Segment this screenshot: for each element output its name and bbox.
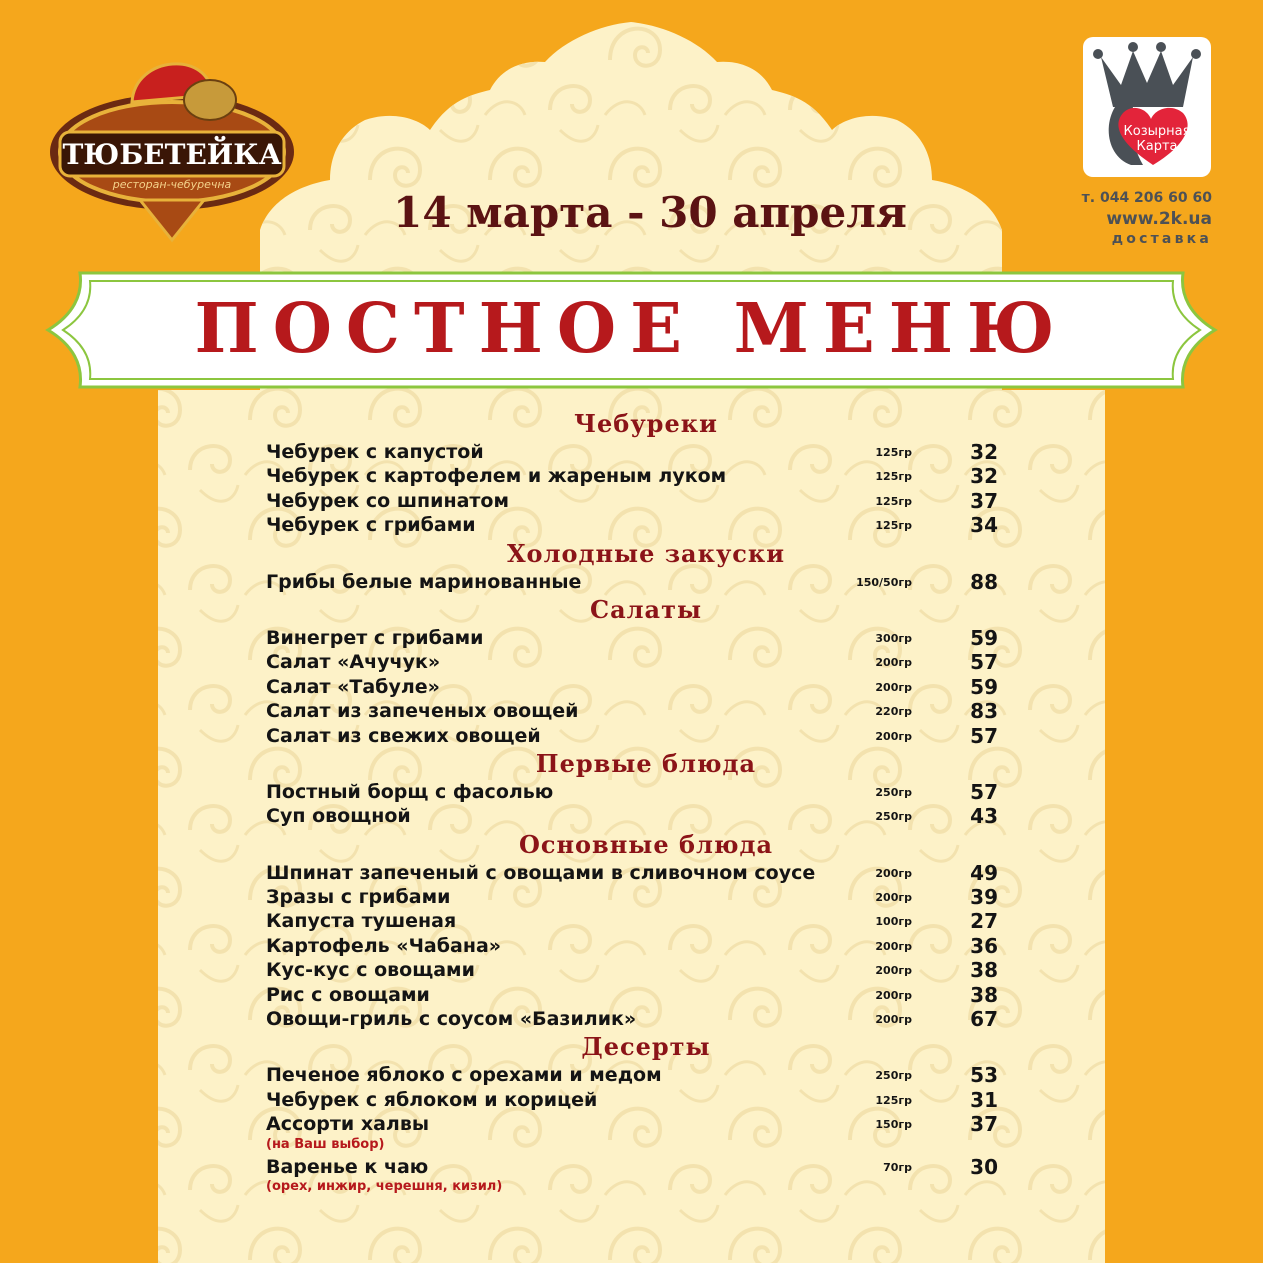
menu-item-weight: 250гр — [875, 785, 912, 799]
menu-item-price: 49 — [970, 860, 998, 885]
menu-item-price: 27 — [970, 909, 998, 934]
menu-item-weight: 250гр — [875, 1069, 912, 1083]
menu-item-price: 43 — [970, 804, 998, 829]
menu-item[interactable] — [266, 1155, 1002, 1179]
menu-item-weight: 150/50гр — [856, 575, 912, 589]
menu-item-weight: 200гр — [875, 729, 912, 743]
menu-item[interactable] — [266, 861, 1002, 885]
promo-dates: 14 марта - 30 апреля — [393, 188, 907, 237]
delivery-phone[interactable]: т. 044 206 60 60 — [1081, 190, 1212, 206]
menu-item-name: Овощи-гриль с соусом «Базилик» — [266, 1008, 637, 1031]
menu-item-price: 32 — [970, 464, 998, 489]
menu-item-name: Кус-кус с овощами — [266, 959, 475, 982]
menu-item-name: Варенье к чаю — [266, 1155, 429, 1178]
menu-item-price: 38 — [970, 982, 998, 1007]
menu-item-name: Чебурек с капустой — [266, 441, 484, 463]
menu-item[interactable] — [266, 699, 1002, 723]
menu-item[interactable] — [266, 513, 1002, 537]
menu-item-weight: 125гр — [875, 519, 912, 533]
restaurant-logo[interactable] — [40, 40, 305, 250]
menu-item-name: Чебурек с грибами — [266, 514, 476, 537]
menu-item-name: Суп овощной — [266, 805, 411, 828]
partner-name-line2: Карта — [1136, 139, 1178, 154]
menu-item-weight: 200гр — [875, 988, 912, 1002]
menu-item-name: Салат из свежих овощей — [266, 724, 541, 747]
menu-item-price: 30 — [970, 1154, 998, 1179]
menu-item-weight: 200гр — [875, 964, 912, 978]
menu-item[interactable] — [266, 1088, 1002, 1112]
menu-item-price: 37 — [970, 1112, 998, 1137]
section-title: Холодные закуски — [506, 538, 786, 568]
section-title: Чебуреки — [574, 409, 718, 438]
menu-item[interactable] — [266, 650, 1002, 674]
partner-logo[interactable] — [1083, 37, 1211, 177]
menu-item-weight: 100гр — [875, 915, 912, 929]
menu-item-weight: 150гр — [875, 1118, 912, 1132]
menu-item-price: 38 — [970, 958, 998, 983]
menu-item-name: Картофель «Чабана» — [266, 934, 502, 957]
menu-item-price: 53 — [970, 1063, 998, 1088]
menu-item-price: 36 — [970, 933, 998, 958]
logo-name: ТЮБЕТЕЙКА — [62, 138, 282, 171]
delivery-website-link[interactable]: www.2k.ua — [1106, 209, 1212, 229]
menu-item-weight: 200гр — [875, 866, 912, 880]
menu-item[interactable] — [266, 1063, 1002, 1087]
partner-name-line1: Козырная — [1123, 124, 1191, 139]
menu-item-price: 34 — [970, 513, 998, 538]
menu-item-name: Винегрет с грибами — [266, 626, 484, 649]
menu-item-name: Рис с овощами — [266, 983, 430, 1006]
menu-item-name: Шпинат запеченый с овощами в сливочном соусе — [266, 861, 816, 884]
menu-item-note: (орех, инжир, черешня, кизил) — [266, 1178, 503, 1194]
menu-item-name: Зразы с грибами — [266, 886, 451, 909]
menu-item[interactable] — [266, 1007, 1002, 1031]
menu-item-price: 39 — [970, 885, 998, 910]
menu-item-weight: 220гр — [875, 705, 912, 719]
menu-item-price: 83 — [970, 699, 998, 724]
menu-item-note: (на Ваш выбор) — [266, 1136, 385, 1152]
menu-item-name: Капуста тушеная — [266, 910, 457, 933]
menu-item[interactable] — [266, 675, 1002, 699]
section-title: Салаты — [589, 594, 703, 624]
menu-item-price: 31 — [970, 1087, 998, 1112]
menu-item-price: 59 — [970, 625, 998, 650]
menu-item-weight: 200гр — [875, 891, 912, 905]
menu-title: ПОСТНОЕ МЕНЮ — [194, 289, 1069, 369]
menu-item-price: 37 — [970, 488, 998, 513]
menu-item-name: Салат из запеченых овощей — [266, 700, 579, 723]
menu-item-name: Чебурек со шпинатом — [266, 489, 509, 512]
partner-emblem — [1083, 37, 1211, 177]
menu-item-weight: 300гр — [875, 631, 912, 645]
menu-item-weight: 200гр — [875, 656, 912, 670]
menu-item-price: 32 — [970, 440, 998, 464]
section-title: Десерты — [581, 1032, 711, 1062]
menu-item-weight: 125гр — [875, 494, 912, 508]
menu-item[interactable] — [266, 934, 1002, 958]
menu-item[interactable] — [266, 1112, 1002, 1136]
menu-item-price: 57 — [970, 650, 998, 675]
menu-item[interactable] — [266, 464, 1002, 488]
menu-item[interactable] — [266, 804, 1002, 828]
logo-emblem — [40, 40, 305, 250]
menu-item[interactable] — [266, 958, 1002, 982]
menu-list — [266, 408, 1002, 1197]
menu-item[interactable] — [266, 983, 1002, 1007]
menu-item[interactable] — [266, 626, 1002, 650]
menu-item-name: Печеное яблоко с орехами и медом — [266, 1064, 662, 1087]
menu-item-name: Салат «Табуле» — [266, 675, 440, 698]
delivery-contacts — [1060, 188, 1212, 248]
delivery-label: доставка — [1111, 231, 1212, 247]
section-title: Первые блюда — [535, 748, 757, 778]
menu-item[interactable] — [266, 885, 1002, 909]
menu-item[interactable] — [266, 724, 1002, 748]
menu-item[interactable] — [266, 570, 1002, 594]
menu-item[interactable] — [266, 780, 1002, 804]
menu-item-name: Ассорти халвы — [266, 1113, 430, 1136]
menu-item-name: Чебурек с картофелем и жареным луком — [266, 465, 727, 488]
menu-item[interactable] — [266, 440, 1002, 464]
menu-item-name: Грибы белые маринованные — [266, 570, 582, 593]
menu-item-weight: 250гр — [875, 810, 912, 824]
logo-subtitle: ресторан-чебуречна — [112, 178, 232, 191]
menu-item-weight: 200гр — [875, 1013, 912, 1027]
menu-item-weight: 70гр — [883, 1160, 912, 1174]
menu-item-price: 57 — [970, 723, 998, 748]
menu-item-name: Салат «Ачучук» — [266, 651, 441, 674]
menu-item-weight: 200гр — [875, 680, 912, 694]
menu-item-weight: 125гр — [875, 446, 912, 459]
menu-item-name: Постный борщ с фасолью — [266, 780, 554, 803]
menu-item-weight: 125гр — [875, 470, 912, 484]
menu-item-weight: 125гр — [875, 1093, 912, 1107]
menu-item-price: 57 — [970, 779, 998, 804]
menu-item-name: Чебурек с яблоком и корицей — [266, 1088, 598, 1111]
menu-item[interactable] — [266, 909, 1002, 933]
section-title: Основные блюда — [518, 829, 774, 859]
menu-item-price: 59 — [970, 674, 998, 699]
menu-item-weight: 200гр — [875, 939, 912, 953]
menu-item-price: 88 — [970, 569, 998, 594]
menu-item[interactable] — [266, 489, 1002, 513]
menu-item-price: 67 — [970, 1007, 998, 1032]
